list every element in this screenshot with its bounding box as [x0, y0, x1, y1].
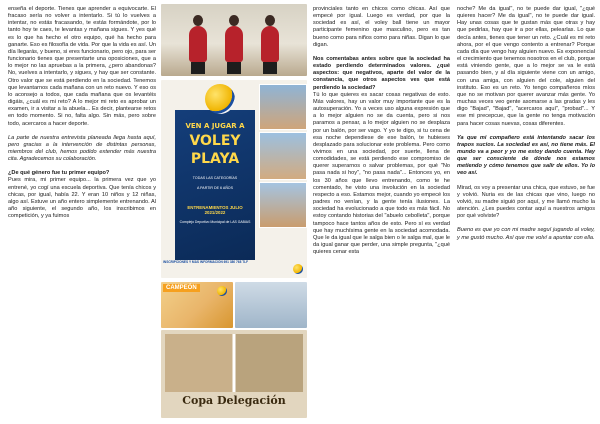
poster-dates: ENTRENAMIENTOS JULIO 2021/2022 — [187, 205, 243, 216]
editor-note: La parte de nuestra entrevista planeada llega hasta aquí, pero gracias a la intervención de distintas personas, miembros del club, hemos podido extender más nuestra cita. Agradecemos su colaboración. — [8, 134, 156, 163]
interview-paragraph: noche? Me da igual", no te puede dar igual, "¿qué quieres hacer? Me da igual", no te puede dar igual. Hay unas cosas que te gustan más que otras y hay que pedirlas, hay que ir a por ellas, pelearlas. Lo que decía antes, tienes que tener un reto. ¿Cuál es mi reto ahora, por el que vengo contento a entrenar? Porque cada día que vengo hay alguien nuevo. Es exponencial el crecimiento que tenemos nosotros en el club, porque está viniendo gente, que a lo mejor se va le está pasando bien, y al día siguiente viene con un amigo, con una amiga, con alguien del cole, alguien del instituto. Eso es un reto. Yo tengo compañeros míos que no se motivan por querer avanzar más gente. Yo muchas veces veo gente asomarse a las gradas y les digo "Bajad", "Bajad", "acercaros aquí", "probad"... Y ese mi precepcue, que la gente no tenga motivación para hacer cosas nuevas, cosas diferentes. — [457, 6, 595, 127]
photo-column — [161, 4, 307, 418]
interview-question: ¿De qué género fue tu primer equipo? — [8, 170, 110, 177]
beach-photo — [259, 132, 307, 180]
beach-volley-poster — [161, 80, 307, 278]
volleyball-icon — [205, 84, 235, 114]
poster-title-line: PLAYA — [190, 151, 240, 167]
poster-contact: INSCRIPCIONES Y MÁS INFORMACIÓN 691 380 768 TLF — [163, 260, 249, 264]
copa-delegacion-photo — [161, 330, 307, 418]
interview-question: Nos comentabas antes sobre que la sociedad ha estado perdiendo determinados valores. ¿qué aspectos: que negativos, aparte del valor de la constancia, que otros aspectos ves que está perdiendo la sociedad? — [313, 55, 450, 91]
poster-title-line: VEN A JUGAR A — [185, 122, 245, 130]
player-figure — [225, 26, 243, 62]
text-column-left — [8, 6, 156, 227]
champion-badge: CAMPEÓN — [163, 284, 200, 292]
poster-location: Complejo Deportivo Municipal de LAS GABIAS — [179, 220, 251, 224]
interview-paragraph: enseña el deporte. Tienes que aprender a equivocarte. El fracaso sería no volver a intentarlo. Si tú lo vuelves a intentar, no estás fracasando, te estás formándote, por lo tanto hoy te caes, te levantas y mañana sigues. Y yes qué es lo que ha hecho el otro equipo, qué ha hecho para ganarte. Eso es filosofía de vida. Por que la vida es así. Un día llegarás, y bueno, si eres funcionario, pero ojo, para ser funcionario tienes que presentarte una oposiciones, que a lo mejor no las apruebas a la primera, ¿pero abandonas? No, vuelves a intentarlo, y sigues, y hay que ser constante. Otro valor que se está perdiendo en la sociedad. Tenemos que levantarnos cada mañana con un reto nuevo. Y eso os lo aconsejo a todos, que cada mañana que os levantéis digáis, ¿cuál es mi reto? A lo mejor mi reto es aprobar un examen, ir a visitar a la abuela... Es decir, plantearse retos en todo momento. Si no, falta algo. Sin más, pero sobre todo, acercaros a hacer deporte. — [8, 6, 156, 127]
interview-paragraph: provinciales tanto en chicos como chicas. Así que empecé por igual. Luego es verdad, por que la sociedad es así, el voley ball tiene un mayor participante femenino que masculino, pero es tan bueno como para niños como para niñas. Digan lo que digan. — [313, 6, 450, 48]
volleyball-icon — [293, 264, 303, 274]
poster-title-line: VOLEY — [189, 133, 241, 149]
player-figure — [189, 26, 207, 62]
interview-paragraph: Pues mira, mi primer equipo... la primera vez que yo entrené, yo cogí una escuela deportiva. Que tenía chicos y chicas, por igual, había 22. Y eran 10 niños y 12 niñas, algo así. Estuve un año entero simplemente entrenando. Al año siguiente, el segundo año, los inscribimos en competición, y ya fuimos — [8, 177, 156, 220]
player-figure — [261, 26, 279, 62]
interview-question: Ya que mi compañero está intentando sacar los trapos sucios. La sociedad es así, no tiene más. El mundo va a peor y yo me estoy dando cuenta. Hay que ser consciente de dónde nos estamos metiendo y cómo tenemos que salir de ellos. Yo lo veo así. — [457, 134, 595, 177]
interview-paragraph: Tú lo que quieres es sacar cosas negativas de esto. Más valores, hay un valor muy importante que es la autosuperación. Yo a veces uso alguna expresión que a lo mejor alguien no se da cuenta, pero si nos paramos a pensar, a lo mejor alguien no se desplaza por un balón, por ser vago. Y yo te digo, si tu cena de esa noche dependiese de ese balón, te hubieses desplazado para solucionar este problema. Pero como vivimos en una sociedad, por suerte, llena de comodidades, se está perdiendo ese compromiso de querer superarnos o salvar problemas, por qué "No pasa nada si hoy", "no pasa nada"... Entonces yo, en los 30 años que llevo entrenando, como te he comentado, he visto una involución en la sociedad respecto a eso. Estamos mejor, cuando yo empecé los padres no venían, y la gente tenía ilusiones. La sociedad ha evolucionado a que todo es más fácil. No estoy contando historias del "abuelo cebolleta", porque tampoco hace tantos años de esto. Pero sí es verdad que hay muchísima gente en la sociedad acomodada. Que le da igual que le salga bien o le salga mal, que le da igual ganar que perder, una simple pregunta, "¿qué quieres cenar esta — [313, 91, 450, 256]
team-photo — [161, 4, 307, 76]
volleyball-icon — [217, 286, 227, 296]
text-column-right — [457, 6, 595, 249]
champion-photo — [161, 282, 233, 328]
poster-subtitle: A PARTIR DE 6 AÑOS — [196, 186, 233, 190]
beach-photo — [259, 84, 307, 130]
team-group-photo — [235, 282, 307, 328]
text-column-middle — [313, 6, 450, 263]
beach-photo — [259, 182, 307, 228]
photo-collage — [165, 334, 303, 392]
copa-title: Copa Delegación — [182, 394, 286, 407]
interview-paragraph: Mirad, os voy a presentar una chica, que estuvo, se fue y volvió. Nuria es de las chicas que vino, luego no volvió, su madre siguió por aquí, y me llamó mucho la atención. ¿Les puedes contar aquí a nuestros amigos por qué volviste? — [457, 184, 595, 220]
interview-answer: Bueno es que yo con mi madre seguí jugando al voley, y me gustó mucho. Así que me volví a apuntar con ella. — [457, 227, 595, 241]
poster-subtitle: TODAS LAS CATEGORÍAS — [192, 176, 238, 180]
